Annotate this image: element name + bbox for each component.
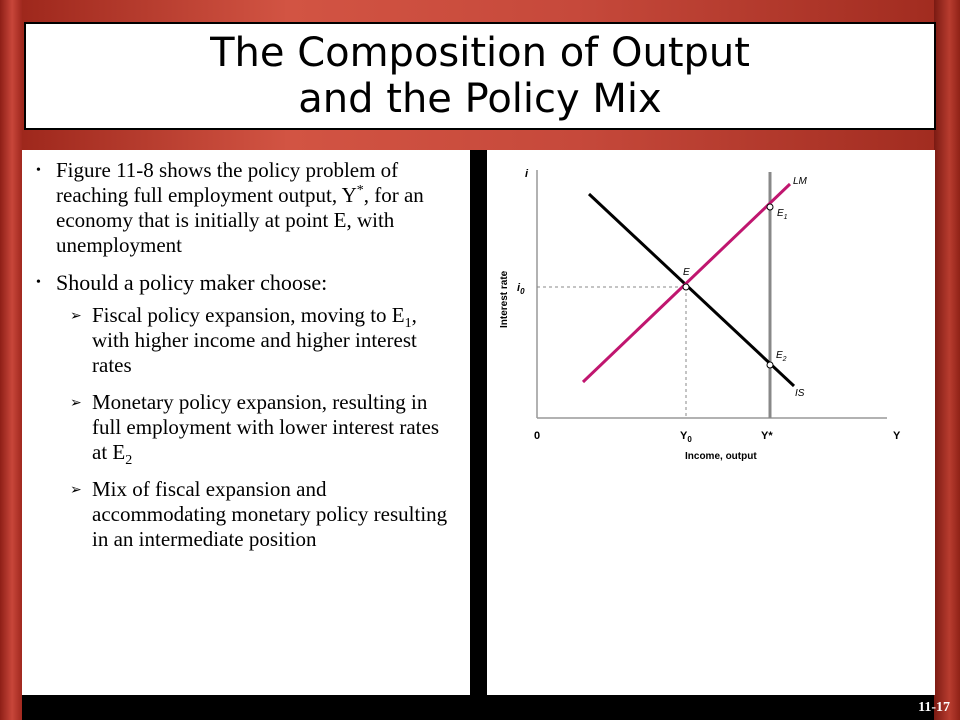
sub-bullet-text-cont: , with higher income and higher interest rates xyxy=(92,303,417,377)
sub-bullet-fiscal xyxy=(34,303,456,378)
x-tick-ystar: Y* xyxy=(761,430,773,442)
arrow-bullet-icon: ➢ xyxy=(70,308,82,324)
sub-bullet-text: Monetary policy expansion, resulting in full employment with lower interest rates at E xyxy=(92,390,439,464)
left-stripe xyxy=(0,0,22,720)
e1-label: $E_1$ xyxy=(777,208,788,221)
superscript: * xyxy=(356,183,364,198)
sub-bullet-mix xyxy=(34,477,456,552)
sub-bullet-text: Mix of fiscal expansion and accommodating monetary policy resulting in an intermediate position xyxy=(92,477,448,551)
sub-bullet-text: Fiscal policy expansion, moving to E xyxy=(92,303,405,327)
lm-label: LM xyxy=(793,176,807,187)
origin-label: 0 xyxy=(534,430,541,442)
y-axis-label: Interest rate xyxy=(499,270,510,328)
x-axis-symbol: Y xyxy=(893,430,901,442)
arrow-bullet-icon: ➢ xyxy=(70,482,82,498)
x-tick-y0: $Y_0$ xyxy=(680,430,692,444)
is-curve xyxy=(589,194,794,386)
title-line-2: and the Policy Mix xyxy=(298,76,662,122)
subscript: 1 xyxy=(404,316,412,332)
bullet-dot: • xyxy=(36,163,41,178)
right-stripe xyxy=(934,0,960,720)
x-axis-label: Income, output xyxy=(685,451,757,462)
is-lm-diagram-panel xyxy=(487,150,935,695)
bullet-text: Should a policy maker choose: xyxy=(56,270,328,295)
sub-bullet-monetary xyxy=(34,390,456,469)
bullet-text-cont: , for an economy that is initially at point E, with unemployment xyxy=(56,183,424,257)
bullet-dot: • xyxy=(36,275,41,290)
y-tick-i0: $i_0$ xyxy=(517,282,525,296)
is-lm-diagram xyxy=(487,150,935,695)
bullet-question xyxy=(34,270,456,295)
point-e2 xyxy=(767,362,773,368)
subscript: 2 xyxy=(125,453,133,469)
point-e xyxy=(683,284,689,290)
e2-label: $E_2$ xyxy=(776,350,787,363)
bullet-text: Figure 11-8 shows the policy problem of reaching full employment output, Y xyxy=(56,158,399,207)
bullet-figure-description xyxy=(34,158,456,258)
point-e1 xyxy=(767,204,773,210)
title-line-1: The Composition of Output xyxy=(210,30,750,76)
arrow-bullet-icon: ➢ xyxy=(70,395,82,411)
is-label: IS xyxy=(795,388,805,399)
text-panel xyxy=(22,150,470,695)
e-label: E xyxy=(683,267,690,278)
slide-number: 11-17 xyxy=(918,700,950,715)
y-axis-symbol: i xyxy=(525,168,529,180)
slide-title xyxy=(24,22,936,130)
